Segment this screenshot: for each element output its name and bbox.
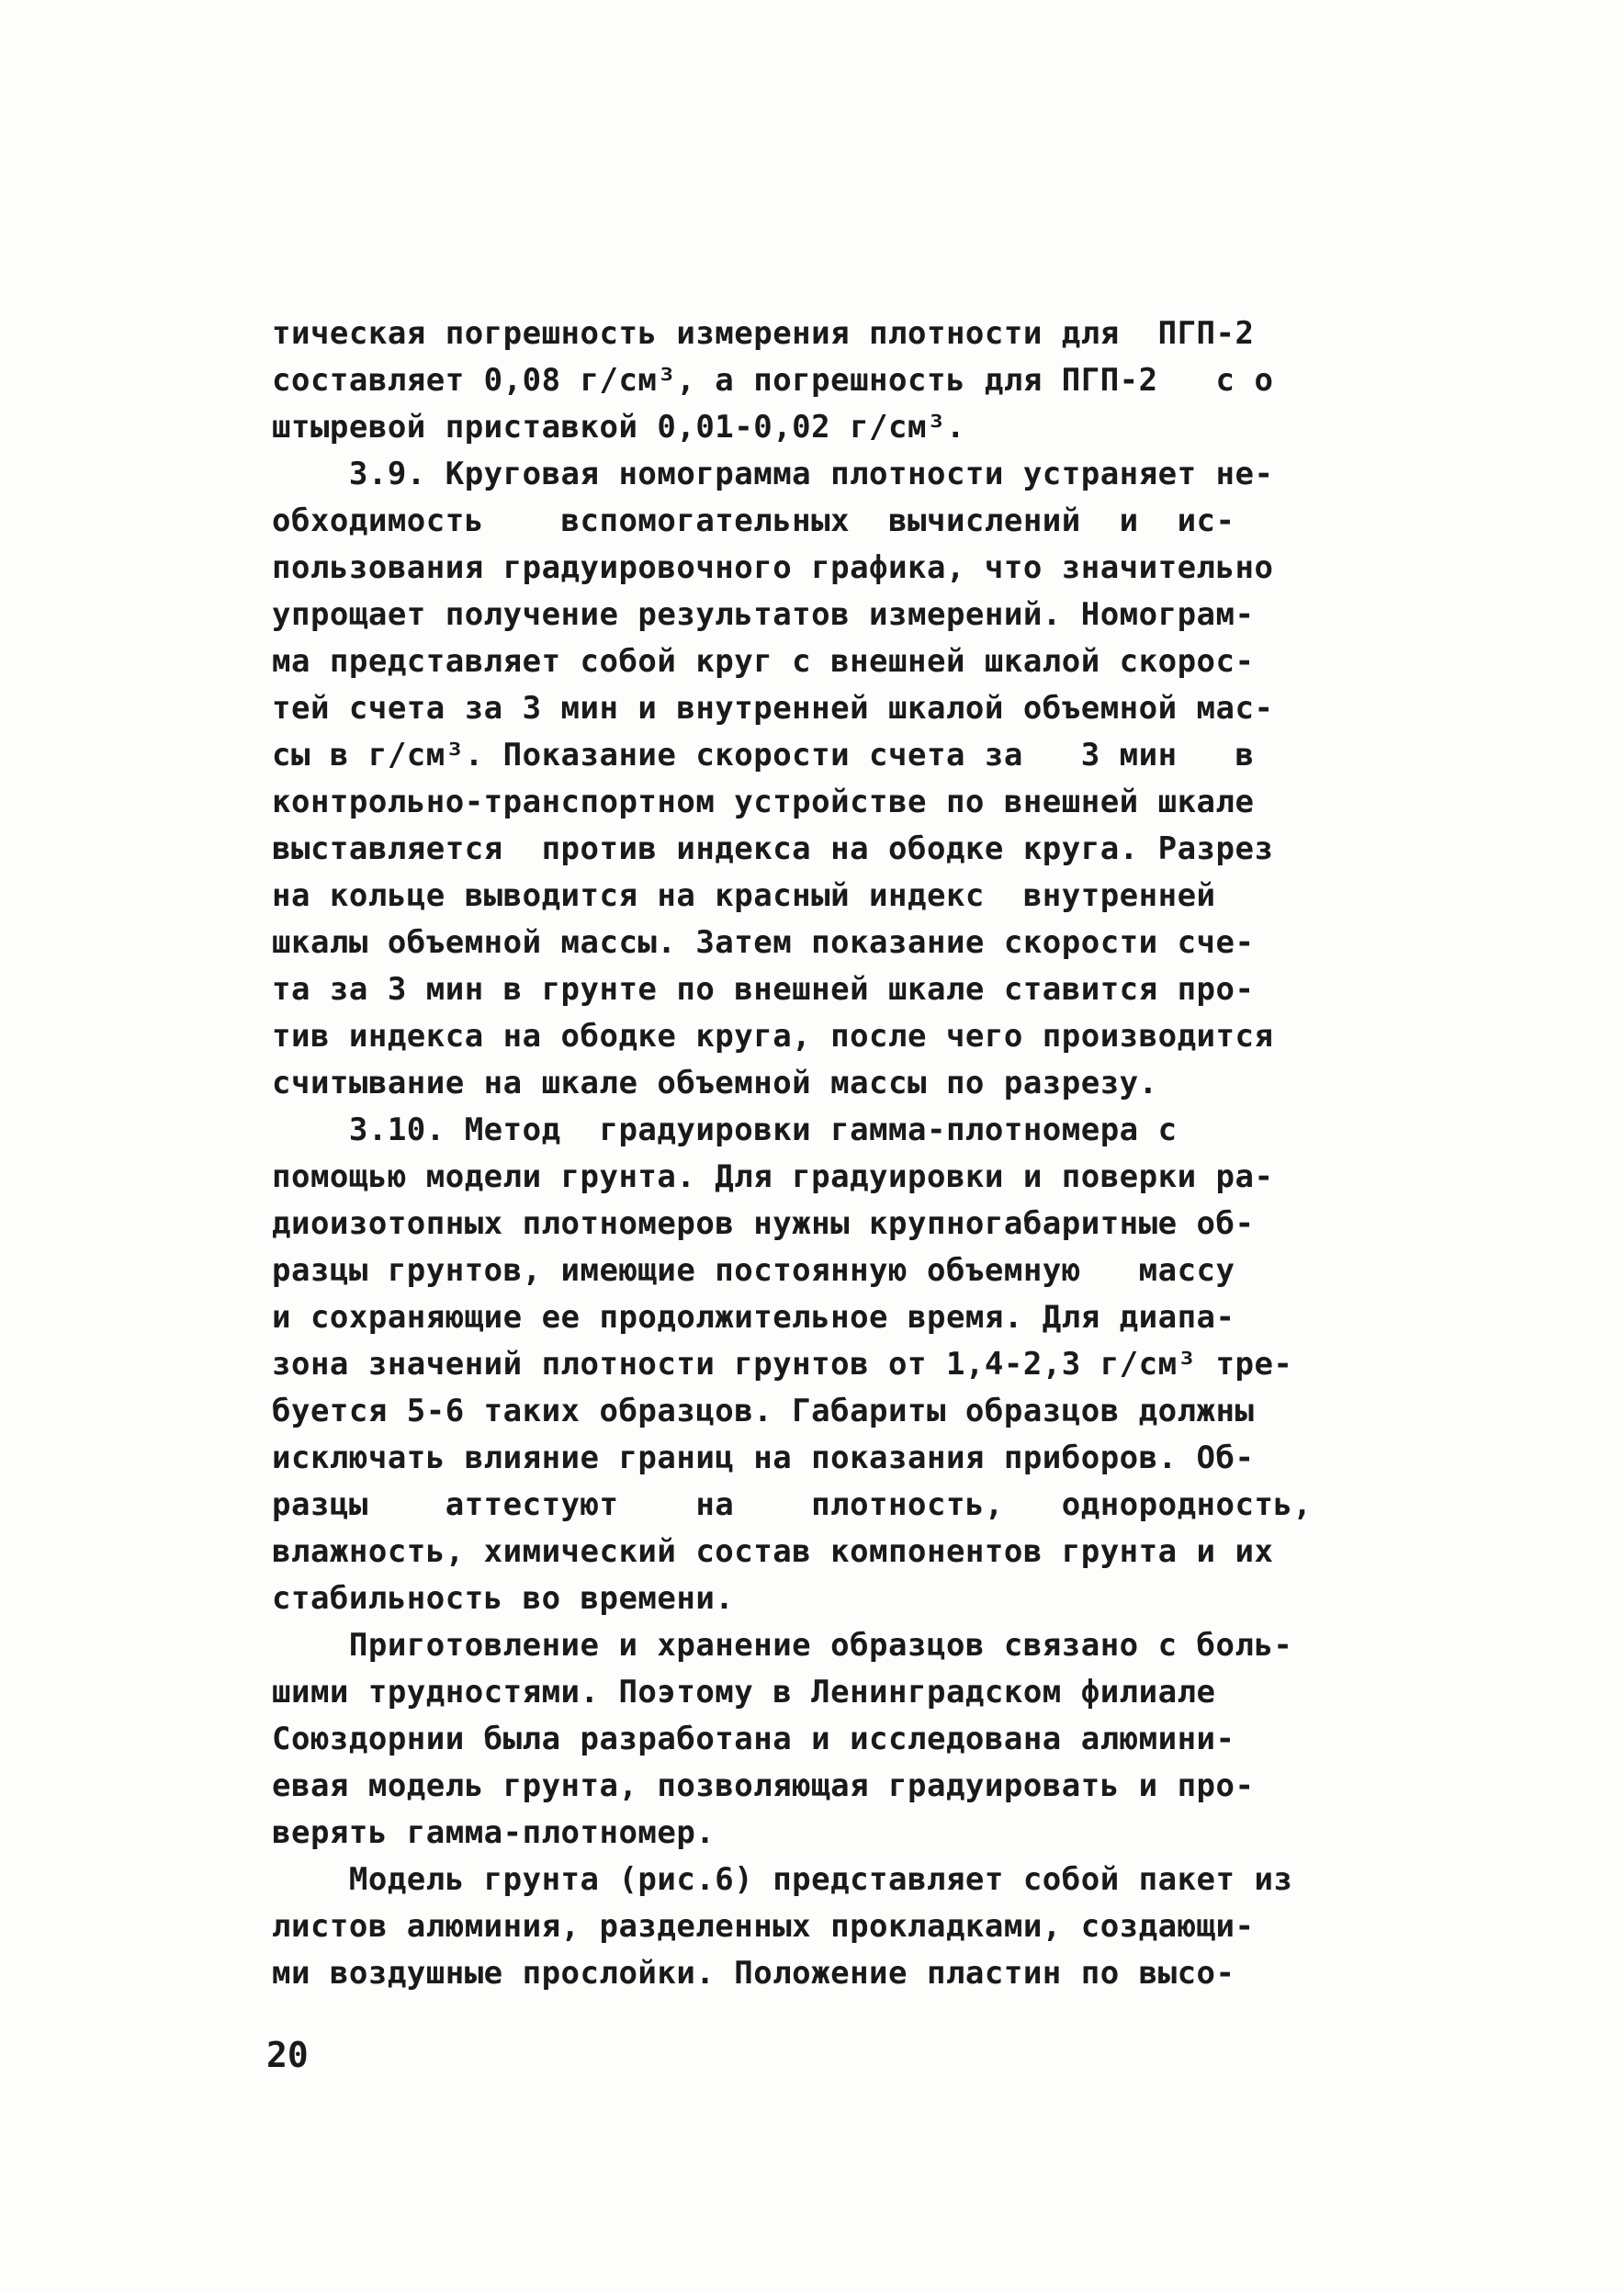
page-number: 20	[266, 2035, 309, 2075]
text-line: контрольно-транспортном устройстве по внешней шкале	[272, 784, 1255, 820]
text-line: выставляется против индекса на ободке круга. Разрез	[272, 830, 1274, 867]
text-line: Союздорнии была разработана и исследована алюмини-	[272, 1721, 1235, 1757]
text-line: ми воздушные прослойки. Положение пластин по высо-	[272, 1955, 1235, 1992]
text-line: тей счета за 3 мин и внутренней шкалой объемной мас-	[272, 690, 1274, 727]
text-line: евая модель грунта, позволяющая градуировать и про-	[272, 1767, 1255, 1804]
text-line: та за 3 мин в грунте по внешней шкале ставится про-	[272, 971, 1255, 1008]
text-line: считывание на шкале объемной массы по разрезу.	[272, 1065, 1158, 1101]
text-line: шкалы объемной массы. Затем показание скорости сче-	[272, 924, 1255, 961]
text-line: буется 5-6 таких образцов. Габариты образцов должны	[272, 1393, 1255, 1429]
text-line: сы в г/см³. Показание скорости счета за 3 мин в	[272, 737, 1255, 773]
text-line: диоизотопных плотномеров нужны крупногабаритные об-	[272, 1205, 1255, 1242]
text-line: тическая погрешность измерения плотности для ПГП-2	[272, 315, 1255, 352]
text-line: упрощает получение результатов измерений. Номограм-	[272, 596, 1255, 633]
text-line: стабильность во времени.	[272, 1580, 735, 1617]
text-line: шими трудностями. Поэтому в Ленинградском филиале	[272, 1674, 1216, 1711]
text-line: 3.10. Метод градуировки гамма-плотномера с	[272, 1112, 1178, 1148]
text-line: составляет 0,08 г/см³, а погрешность для ПГП-2 с о	[272, 362, 1274, 399]
body-text	[272, 310, 1466, 1997]
text-line: Приготовление и хранение образцов связано с боль-	[272, 1627, 1293, 1664]
text-line: 3.9. Круговая номограмма плотности устраняет не-	[272, 456, 1274, 492]
text-line: пользования градуировочного графика, что значительно	[272, 549, 1274, 586]
text-line: зона значений плотности грунтов от 1,4-2,3 г/см³ тре-	[272, 1346, 1293, 1383]
text-line: разцы аттестуют на плотность, однородность,	[272, 1486, 1313, 1523]
text-line: на кольце выводится на красный индекс внутренней	[272, 877, 1216, 914]
text-line: ма представляет собой круг с внешней шкалой скорос-	[272, 643, 1255, 680]
text-line: и сохраняющие ее продолжительное время. Для диапа-	[272, 1299, 1235, 1336]
text-line: Модель грунта (рис.6) представляет собой пакет из	[272, 1861, 1293, 1898]
text-line: тив индекса на ободке круга, после чего производится	[272, 1018, 1274, 1055]
text-line: помощью модели грунта. Для градуировки и поверки ра-	[272, 1158, 1274, 1195]
text-line: исключать влияние границ на показания приборов. Об-	[272, 1440, 1255, 1476]
text-line: разцы грунтов, имеющие постоянную объемную массу	[272, 1252, 1235, 1289]
text-line: влажность, химический состав компонентов грунта и их	[272, 1533, 1274, 1570]
text-line: штыревой приставкой 0,01-0,02 г/см³.	[272, 409, 965, 446]
text-line: листов алюминия, разделенных прокладками, создающи-	[272, 1908, 1255, 1945]
text-line: обходимость вспомогательных вычислений и ис-	[272, 502, 1235, 539]
text-line: верять гамма-плотномер.	[272, 1814, 716, 1851]
